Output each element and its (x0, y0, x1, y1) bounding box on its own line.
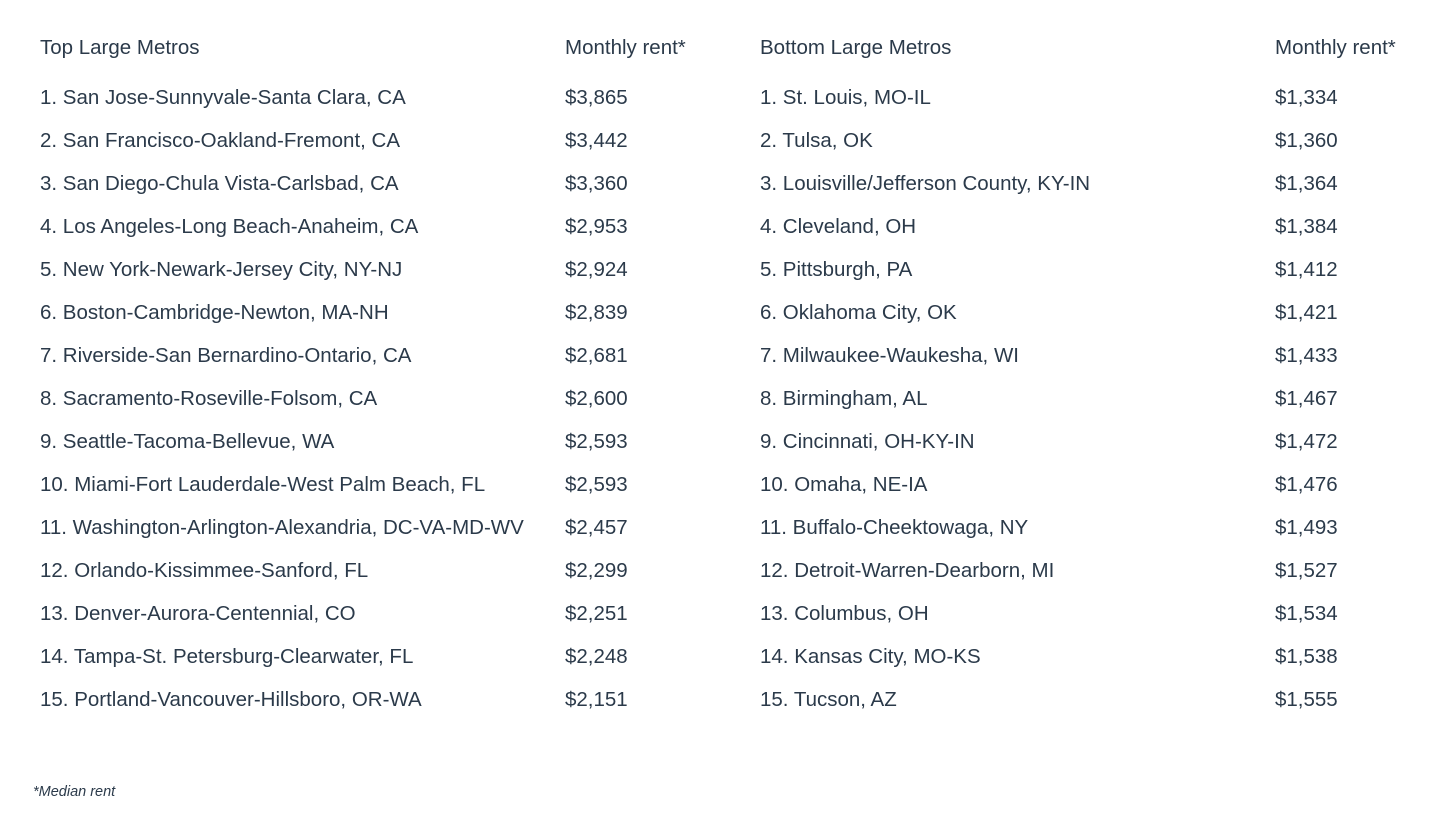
cell-bottom-metro-name: 12. Detroit-Warren-Dearborn, MI (760, 558, 1055, 582)
cell-bottom-monthly-rent: $1,472 (1275, 429, 1338, 453)
cell-top-metro-name: 4. Los Angeles-Long Beach-Anaheim, CA (40, 214, 419, 238)
table-row (40, 205, 1410, 248)
cell-top-monthly-rent: $2,251 (565, 601, 628, 625)
cell-top-monthly-rent: $2,681 (565, 343, 628, 367)
cell-top-metro-name: 15. Portland-Vancouver-Hillsboro, OR-WA (40, 687, 422, 711)
cell-top-monthly-rent: $3,442 (565, 128, 628, 152)
cell-bottom-monthly-rent: $1,527 (1275, 558, 1338, 582)
cell-bottom-metro-name: 4. Cleveland, OH (760, 214, 917, 238)
cell-top-monthly-rent: $2,457 (565, 515, 628, 539)
cell-bottom-monthly-rent: $1,555 (1275, 687, 1338, 711)
cell-bottom-monthly-rent: $1,421 (1275, 300, 1338, 324)
cell-bottom-metro-name: 3. Louisville/Jefferson County, KY-IN (760, 171, 1091, 195)
cell-top-metro-name: 7. Riverside-San Bernardino-Ontario, CA (40, 343, 412, 367)
cell-bottom-monthly-rent: $1,476 (1275, 472, 1338, 496)
cell-top-monthly-rent: $3,865 (565, 85, 628, 109)
cell-top-metro-name: 12. Orlando-Kissimmee-Sanford, FL (40, 558, 369, 582)
cell-top-metro-name: 2. San Francisco-Oakland-Fremont, CA (40, 128, 401, 152)
table-header (40, 36, 1410, 76)
table-row (40, 592, 1410, 635)
table-row (40, 678, 1410, 721)
cell-bottom-metro-name: 6. Oklahoma City, OK (760, 300, 957, 324)
cell-top-monthly-rent: $2,593 (565, 429, 628, 453)
cell-top-monthly-rent: $2,953 (565, 214, 628, 238)
cell-top-monthly-rent: $2,924 (565, 257, 628, 281)
cell-top-monthly-rent: $2,593 (565, 472, 628, 496)
metro-rent-table (40, 36, 1410, 721)
cell-bottom-monthly-rent: $1,534 (1275, 601, 1338, 625)
cell-bottom-monthly-rent: $1,538 (1275, 644, 1338, 668)
table-row (40, 334, 1410, 377)
cell-top-monthly-rent: $2,151 (565, 687, 628, 711)
table-row (40, 377, 1410, 420)
table-row (40, 291, 1410, 334)
cell-bottom-metro-name: 5. Pittsburgh, PA (760, 257, 913, 281)
cell-top-monthly-rent: $2,248 (565, 644, 628, 668)
cell-bottom-metro-name: 7. Milwaukee-Waukesha, WI (760, 343, 1019, 367)
cell-top-metro-name: 8. Sacramento-Roseville-Folsom, CA (40, 386, 378, 410)
table-header-row (40, 36, 1410, 76)
cell-top-metro-name: 14. Tampa-St. Petersburg-Clearwater, FL (40, 644, 414, 668)
cell-top-metro-name: 9. Seattle-Tacoma-Bellevue, WA (40, 429, 335, 453)
cell-top-metro-name: 13. Denver-Aurora-Centennial, CO (40, 601, 356, 625)
cell-top-monthly-rent: $2,839 (565, 300, 628, 324)
cell-top-metro-name: 11. Washington-Arlington-Alexandria, DC-VA-MD-WV (40, 515, 524, 539)
cell-bottom-metro-name: 2. Tulsa, OK (760, 128, 873, 152)
cell-bottom-metro-name: 8. Birmingham, AL (760, 386, 928, 410)
cell-top-metro-name: 1. San Jose-Sunnyvale-Santa Clara, CA (40, 85, 406, 109)
cell-top-metro-name: 3. San Diego-Chula Vista-Carlsbad, CA (40, 171, 399, 195)
table-row (40, 248, 1410, 291)
table-body (40, 76, 1410, 721)
table-row (40, 76, 1410, 119)
table-row (40, 162, 1410, 205)
cell-bottom-metro-name: 13. Columbus, OH (760, 601, 929, 625)
table-row (40, 506, 1410, 549)
column-header-bottom-large-metros: Bottom Large Metros (760, 36, 952, 59)
cell-bottom-monthly-rent: $1,412 (1275, 257, 1338, 281)
cell-top-monthly-rent: $2,600 (565, 386, 628, 410)
cell-bottom-metro-name: 9. Cincinnati, OH-KY-IN (760, 429, 975, 453)
cell-bottom-metro-name: 1. St. Louis, MO-IL (760, 85, 931, 109)
cell-top-metro-name: 5. New York-Newark-Jersey City, NY-NJ (40, 257, 403, 281)
cell-bottom-monthly-rent: $1,334 (1275, 85, 1338, 109)
column-header-bottom-monthly-rent: Monthly rent* (1275, 36, 1396, 59)
cell-bottom-monthly-rent: $1,364 (1275, 171, 1338, 195)
cell-top-metro-name: 6. Boston-Cambridge-Newton, MA-NH (40, 300, 389, 324)
cell-bottom-metro-name: 15. Tucson, AZ (760, 687, 897, 711)
cell-bottom-monthly-rent: $1,433 (1275, 343, 1338, 367)
cell-bottom-monthly-rent: $1,384 (1275, 214, 1338, 238)
column-header-top-monthly-rent: Monthly rent* (565, 36, 686, 59)
cell-bottom-metro-name: 14. Kansas City, MO-KS (760, 644, 981, 668)
cell-top-monthly-rent: $3,360 (565, 171, 628, 195)
table-row (40, 635, 1410, 678)
table-row (40, 119, 1410, 162)
table-row (40, 420, 1410, 463)
cell-top-metro-name: 10. Miami-Fort Lauderdale-West Palm Beach, FL (40, 472, 486, 496)
cell-top-monthly-rent: $2,299 (565, 558, 628, 582)
column-header-top-large-metros: Top Large Metros (40, 36, 200, 59)
footnote: *Median rent (33, 784, 116, 800)
cell-bottom-monthly-rent: $1,493 (1275, 515, 1338, 539)
cell-bottom-monthly-rent: $1,360 (1275, 128, 1338, 152)
table-row (40, 463, 1410, 506)
cell-bottom-monthly-rent: $1,467 (1275, 386, 1338, 410)
cell-bottom-metro-name: 11. Buffalo-Cheektowaga, NY (760, 515, 1029, 539)
cell-bottom-metro-name: 10. Omaha, NE-IA (760, 472, 928, 496)
table-row (40, 549, 1410, 592)
